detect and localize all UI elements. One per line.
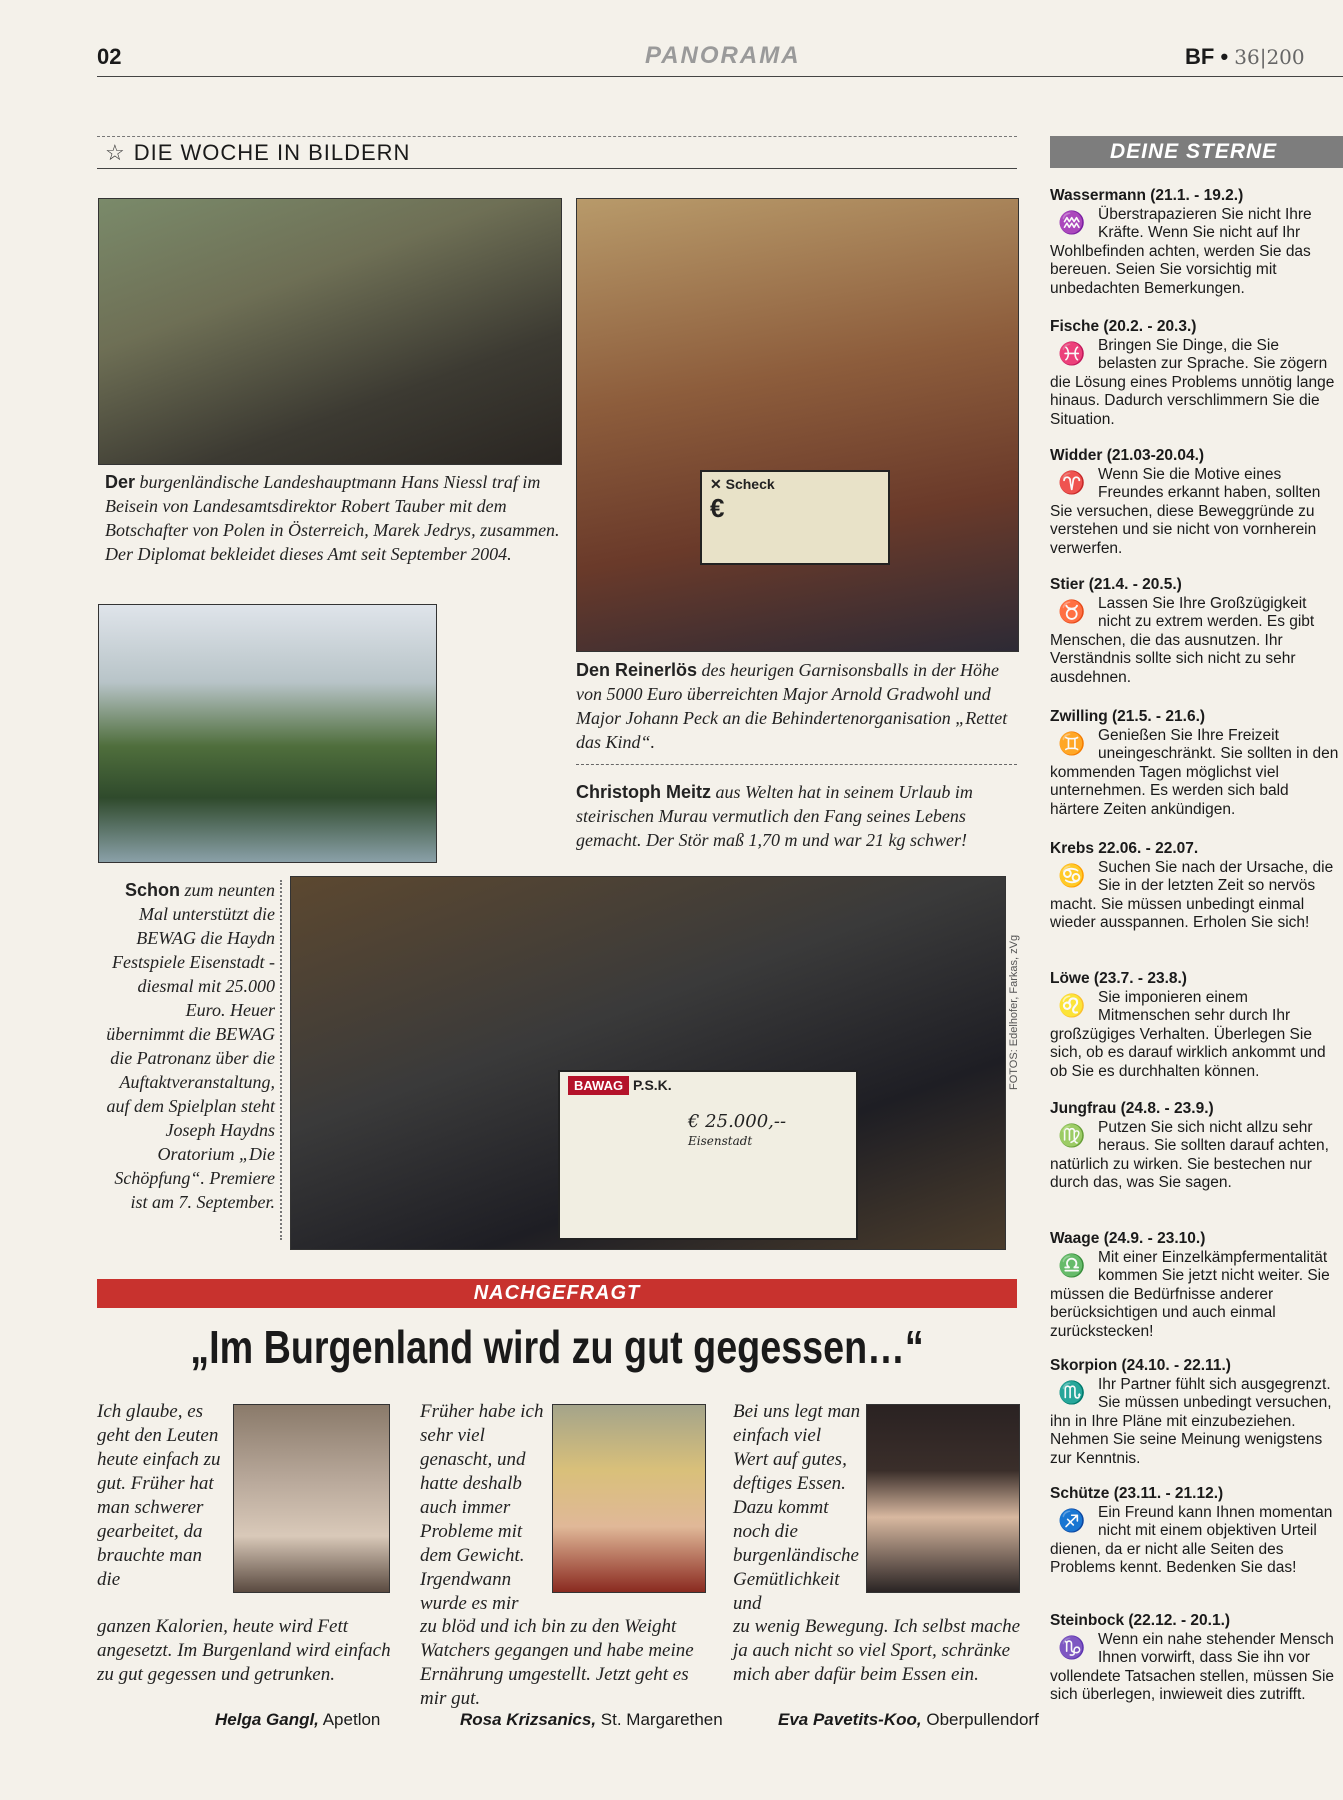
sign-name: Widder (21.03-20.04.)	[1050, 447, 1205, 464]
gemini-icon: ♊	[1058, 730, 1086, 756]
horoscope-title	[1050, 136, 1343, 168]
sign-text: Überstrapazieren Sie nicht Ihre Kräfte. Wenn Sie nicht auf Ihr Wohlbefinden achten, werden Sie das bereuen. Seien Sie vorsichtig mit unbedachten Bemerkungen.	[1050, 205, 1312, 297]
portrait-krizsanics	[552, 1404, 706, 1593]
bawag-logo: BAWAG	[568, 1076, 629, 1095]
charity-cheque: ✕ Scheck €	[700, 470, 890, 565]
sign-text: Ein Freund kann Ihnen momentan nicht mit einem objektiven Urteil dienen, da er nicht alle Seiten des Problems kennt. Bedenken Sie das!	[1050, 1503, 1333, 1576]
caption-text: zum neunten Mal unterstützt die BEWAG die Haydn Festspiele Eisenstadt - diesmal mit 25.000 Euro. Heuer übernimmt die BEWAG die Patronanz über die Auftaktveranstaltung, auf dem Spielplan steht Joseph Haydns Oratorium „Die Schöpfung“. Premiere ist am 7. September.	[106, 880, 275, 1212]
sign-name: Waage (24.9. - 23.10.)	[1050, 1230, 1206, 1247]
sign-text: Wenn Sie die Motive eines Freundes erkannt haben, sollten Sie versuchen, diese Beweggründe zu verstehen und sie nicht von vornherein verwerfen.	[1050, 465, 1321, 557]
person-place: St. Margarethen	[600, 1710, 723, 1729]
horoscope-title-text: DEINE STERNE	[1110, 140, 1278, 163]
person-name: Helga Gangl,	[215, 1710, 319, 1729]
photo-charity-group	[576, 198, 1019, 652]
scorpio-icon: ♏	[1058, 1379, 1086, 1405]
portrait-gangl	[233, 1404, 390, 1593]
signature-pavetits	[778, 1710, 1039, 1730]
sign-stier	[1050, 576, 1340, 687]
sign-steinbock	[1050, 1612, 1340, 1705]
photo-sturgeon-catch	[98, 604, 437, 863]
nachgefragt-headline: „Im Burgenland wird zu gut gegessen…“	[190, 1321, 924, 1373]
photo-officials-handshake	[98, 198, 562, 465]
sign-name: Wassermann (21.1. - 19.2.)	[1050, 187, 1244, 204]
sign-loewe	[1050, 970, 1340, 1081]
week-heading-text: DIE WOCHE IN BILDERN	[133, 140, 411, 165]
sign-wassermann	[1050, 187, 1340, 298]
caption-niessl	[105, 470, 560, 566]
sign-zwilling	[1050, 708, 1340, 819]
sign-text: Lassen Sie Ihre Großzügigkeit nicht zu extrem werden. Es gibt Menschen, die das ausnutzen. Ihr Verständnis sollte sich nicht zu sehr ausdehnen.	[1050, 594, 1315, 686]
quote-pavetits-part1: Bei uns legt man einfach viel Wert auf gutes, deftiges Essen. Dazu kommt noch die burgenländische Gemütlichkeit und	[733, 1401, 861, 1614]
caption-divider	[576, 764, 1017, 765]
signature-gangl	[215, 1710, 380, 1730]
sign-name: Skorpion (24.10. - 22.11.)	[1050, 1357, 1231, 1374]
sign-name: Stier (21.4. - 20.5.)	[1050, 576, 1182, 593]
cheque-amount: € 25.000,--	[688, 1111, 787, 1132]
week-divider	[97, 168, 1017, 169]
signature-krizsanics	[460, 1710, 723, 1730]
sign-krebs	[1050, 840, 1340, 933]
sign-text: Sie imponieren einem Mitmenschen sehr durch Ihr großzügiges Verhalten. Überlegen Sie sich, ob es darauf wirklich ankommt und ob Sie es durchhalten können.	[1050, 988, 1326, 1080]
cheque-label: Scheck	[725, 476, 775, 492]
dotted-separator	[280, 880, 290, 1240]
quote-gangl-part2: ganzen Kalorien, heute wird Fett angesetzt. Im Burgenland wird einfach zu gut gegessen und getrunken.	[97, 1616, 391, 1685]
star-icon: ☆	[105, 140, 126, 165]
caption-lead: Der	[105, 472, 136, 492]
sign-name: Schütze (23.11. - 21.12.)	[1050, 1485, 1224, 1502]
cheque-currency: €	[710, 493, 725, 523]
sign-text: Putzen Sie sich nicht allzu sehr heraus. Sie sollten darauf achten, natürlich zu wirken. Sie bestechen nur durch das, was Sie sagen.	[1050, 1118, 1329, 1191]
sign-name: Fische (20.2. - 20.3.)	[1050, 318, 1197, 335]
caption-garnisonsball	[576, 658, 1017, 754]
header-rule	[97, 76, 1343, 77]
person-name: Eva Pavetits-Koo,	[778, 1710, 922, 1729]
cheque-place: Eisenstadt	[688, 1134, 753, 1148]
sign-jungfrau	[1050, 1100, 1340, 1193]
sign-fische	[1050, 318, 1340, 429]
pisces-icon: ♓	[1058, 340, 1086, 366]
caption-lead: Schon	[125, 880, 181, 900]
sign-text: Suchen Sie nach der Ursache, die Sie in der letzten Zeit so nervös macht. Sie müssen unbedingt einmal wieder ausspannen. Erholen Sie sich!	[1050, 858, 1334, 931]
sign-text: Wenn ein nahe stehender Mensch Ihnen vorwirft, dass Sie ihn vor vollendete Tatsachen stellen, müssen Sie sich überlegen, inwieweit dies zutrifft.	[1050, 1630, 1335, 1703]
issue-number: 36|200	[1234, 45, 1305, 69]
section-title: PANORAMA	[645, 42, 801, 69]
week-divider-dashed	[97, 136, 1017, 137]
portrait-pavetits	[866, 1404, 1020, 1593]
sign-schuetze	[1050, 1485, 1340, 1578]
libra-icon: ♎	[1058, 1252, 1086, 1278]
brand-logo: BF	[1185, 44, 1215, 69]
sign-name: Löwe (23.7. - 23.8.)	[1050, 970, 1187, 987]
caption-text: aus Welten hat in seinem Urlaub im steirischen Murau vermutlich den Fang seines Lebens gemacht. Der Stör maß 1,70 m und war 21 kg schwer!	[576, 782, 973, 850]
sign-name: Steinbock (22.12. - 20.1.)	[1050, 1612, 1231, 1629]
capricorn-icon: ♑	[1058, 1634, 1086, 1660]
leo-icon: ♌	[1058, 992, 1086, 1018]
caption-meitz	[576, 780, 1017, 852]
sign-text: Ihr Partner fühlt sich ausgegrenzt. Sie müssen unbedingt versuchen, ihn in Ihre Pläne mit einzubeziehen. Nehmen Sie seine Meinung wenigstens zur Kenntnis.	[1050, 1375, 1332, 1467]
sign-waage	[1050, 1230, 1340, 1341]
quote-gangl-part1: Ich glaube, es geht den Leuten heute einfach zu gut. Früher hat man schwerer gearbeitet, da brauchte man die	[97, 1401, 221, 1590]
bewag-cheque	[558, 1070, 858, 1240]
virgo-icon: ♍	[1058, 1122, 1086, 1148]
cheque-bank: P.S.K.	[633, 1077, 672, 1093]
person-place: Oberpullendorf	[926, 1710, 1039, 1729]
person-name: Rosa Krizsanics,	[460, 1710, 597, 1729]
quote-pavetits-part2: zu wenig Bewegung. Ich selbst mache ja auch nicht so viel Sport, schränke mich aber dafür beim Essen ein.	[733, 1616, 1021, 1685]
cancer-icon: ♋	[1058, 862, 1086, 888]
caption-lead: Den Reinerlös	[576, 660, 698, 680]
sign-name: Zwilling (21.5. - 21.6.)	[1050, 708, 1206, 725]
photo-credit: FOTOS: Edelhofer, Farkas, zVg	[1008, 934, 1020, 1090]
sign-text: Genießen Sie Ihre Freizeit uneingeschränkt. Sie sollten in den kommenden Tagen möglichst viel unternehmen. Es werden sich bald härtere Zeiten ankündigen.	[1050, 726, 1339, 818]
quote-krizsanics-part2: zu blöd und ich bin zu den Weight Watchers gegangen und habe meine Ernährung umgestellt. Jetzt geht es mir gut.	[420, 1616, 694, 1709]
sign-widder	[1050, 447, 1340, 558]
quote-krizsanics-part1: Früher habe ich sehr viel genascht, und hatte deshalb auch immer Probleme mit dem Gewicht. Irgendwann wurde es mir	[420, 1401, 544, 1614]
sign-skorpion	[1050, 1357, 1340, 1468]
caption-text: burgenländische Landeshauptmann Hans Niessl traf im Beisein von Landesamtsdirektor Robert Tauber mit dem Botschafter von Polen in Österreich, Marek Jedrys, zusammen. Der Diplomat bekleidet dieses Amt seit September 2004.	[105, 472, 560, 564]
brand-issue: BF • 36|200	[1185, 44, 1305, 69]
sagittarius-icon: ♐	[1058, 1507, 1086, 1533]
sign-text: Bringen Sie Dinge, die Sie belasten zur Sprache. Sie zögern die Lösung eines Problems unnötig lange hinaus. Dadurch verschlimmern Sie die Situation.	[1050, 336, 1335, 428]
person-place: Apetlon	[322, 1710, 381, 1729]
caption-text: des heurigen Garnisonsballs in der Höhe von 5000 Euro überreichten Major Arnold Gradwohl und Major Johann Peck an die Behindertenorganisation „Rettet das Kind“.	[576, 660, 1008, 752]
page-number: 02	[97, 44, 122, 69]
taurus-icon: ♉	[1058, 598, 1086, 624]
caption-lead: Christoph Meitz	[576, 782, 711, 802]
sign-name: Jungfrau (24.8. - 23.9.)	[1050, 1100, 1214, 1117]
aquarius-icon: ♒	[1058, 209, 1086, 235]
aries-icon: ♈	[1058, 469, 1086, 495]
week-heading	[105, 140, 410, 166]
sign-name: Krebs 22.06. - 22.07.	[1050, 840, 1199, 857]
nachgefragt-label: NACHGEFRAGT	[97, 1279, 1017, 1308]
sign-text: Mit einer Einzelkämpfermentalität kommen Sie jetzt nicht weiter. Sie müssen die Bedürfnisse anderer berücksichtigen und auch einmal zurückstecken!	[1050, 1248, 1330, 1340]
caption-bewag	[105, 878, 275, 1214]
